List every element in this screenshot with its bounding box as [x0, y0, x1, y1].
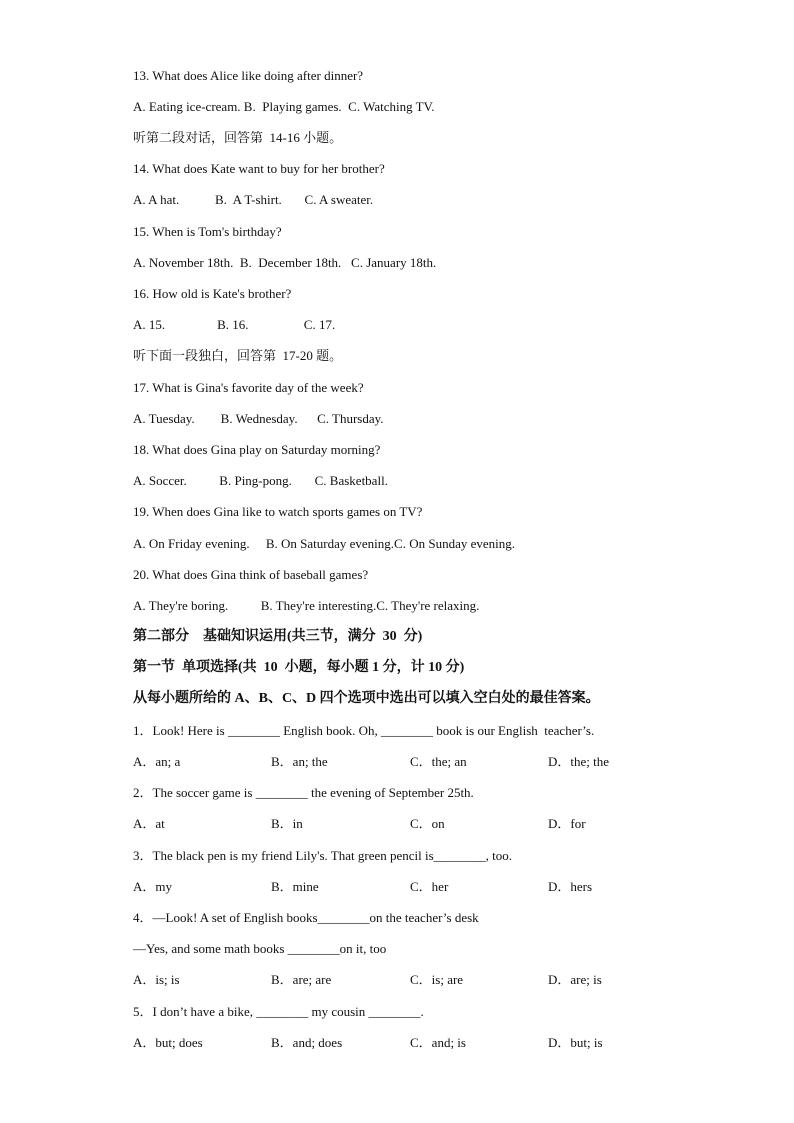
mc-q4-stem-reply: —Yes, and some math books ________on it, too	[133, 941, 387, 956]
mc-q4-option-d: D．are; is	[548, 972, 602, 987]
mc-q4-stem: 4．—Look! A set of English books________on the teacher’s desk	[133, 910, 479, 925]
mc-q3-option-d: D．hers	[548, 879, 593, 894]
q19-stem: 19. When does Gina like to watch sports games on TV?	[133, 504, 423, 519]
q20-options: A. They're boring. B. They're interesting.C. They're relaxing.	[133, 598, 480, 613]
mc-q4-option-c: C．is; are	[410, 972, 464, 987]
q16-stem: 16. How old is Kate's brother?	[133, 286, 292, 301]
q14-stem: 14. What does Kate want to buy for her brother?	[133, 161, 385, 176]
instruction: 从每小题所给的 A、B、C、D 四个选项中选出可以填入空白处的最佳答案。	[133, 691, 600, 706]
mc-q5-option-b: B．and; does	[271, 1035, 343, 1050]
mc-q1-option-b: B．an; the	[271, 754, 328, 769]
q17-stem: 17. What is Gina's favorite day of the week?	[133, 380, 364, 395]
q17-options: A. Tuesday. B. Wednesday. C. Thursday.	[133, 411, 384, 426]
mc-q4-option-b: B．are; are	[271, 972, 332, 987]
mc-q1-option-c: C．the; an	[410, 754, 467, 769]
mc-q5-option-d: D．but; is	[548, 1035, 603, 1050]
q14-options: A. A hat. B. A T-shirt. C. A sweater.	[133, 192, 374, 207]
mc-q2-option-a: A．at	[133, 816, 165, 831]
mc-q3-stem: 3．The black pen is my friend Lily's. That green pencil is________, too.	[133, 848, 513, 863]
q15-options: A. November 18th. B. December 18th. C. January 18th.	[133, 255, 437, 270]
q13-options: A. Eating ice-cream. B. Playing games. C. Watching TV.	[133, 99, 435, 114]
q13-stem: 13. What does Alice like doing after dinner?	[133, 68, 364, 83]
mc-q2-option-d: D．for	[548, 816, 586, 831]
q19-options: A. On Friday evening. B. On Saturday evening.C. On Sunday evening.	[133, 536, 516, 551]
q18-options: A. Soccer. B. Ping-pong. C. Basketball.	[133, 473, 388, 488]
section-17-20: 听下面一段独白，回答第 17-20 题。	[133, 348, 343, 363]
q15-stem: 15. When is Tom's birthday?	[133, 224, 282, 239]
mc-q2-option-b: B．in	[271, 816, 303, 831]
mc-q5-option-a: A．but; does	[133, 1035, 203, 1050]
section-14-16: 听第二段对话，回答第 14-16 小题。	[133, 130, 343, 145]
mc-q3-option-a: A．my	[133, 879, 173, 894]
mc-q3-option-c: C．her	[410, 879, 449, 894]
part2-heading: 第二部分 基础知识运用(共三节，满分 30 分)	[133, 629, 423, 644]
mc-q3-option-b: B．mine	[271, 879, 319, 894]
mc-q5-option-c: C．and; is	[410, 1035, 466, 1050]
section1-heading: 第一节 单项选择(共 10 小题，每小题 1 分，计 10 分)	[133, 660, 465, 675]
mc-q1-option-d: D．the; the	[548, 754, 610, 769]
mc-q4-option-a: A．is; is	[133, 972, 180, 987]
q16-options: A. 15. B. 16. C. 17.	[133, 317, 336, 332]
q18-stem: 18. What does Gina play on Saturday morning?	[133, 442, 381, 457]
mc-q5-stem: 5．I don’t have a bike, ________ my cousin ________.	[133, 1004, 424, 1019]
mc-q1-option-a: A．an; a	[133, 754, 181, 769]
q20-stem: 20. What does Gina think of baseball games?	[133, 567, 369, 582]
mc-q2-option-c: C．on	[410, 816, 445, 831]
mc-q1-stem: 1．Look! Here is ________ English book. Oh, ________ book is our English teacher’s.	[133, 723, 595, 738]
mc-q2-stem: 2．The soccer game is ________ the evening of September 25th.	[133, 785, 474, 800]
